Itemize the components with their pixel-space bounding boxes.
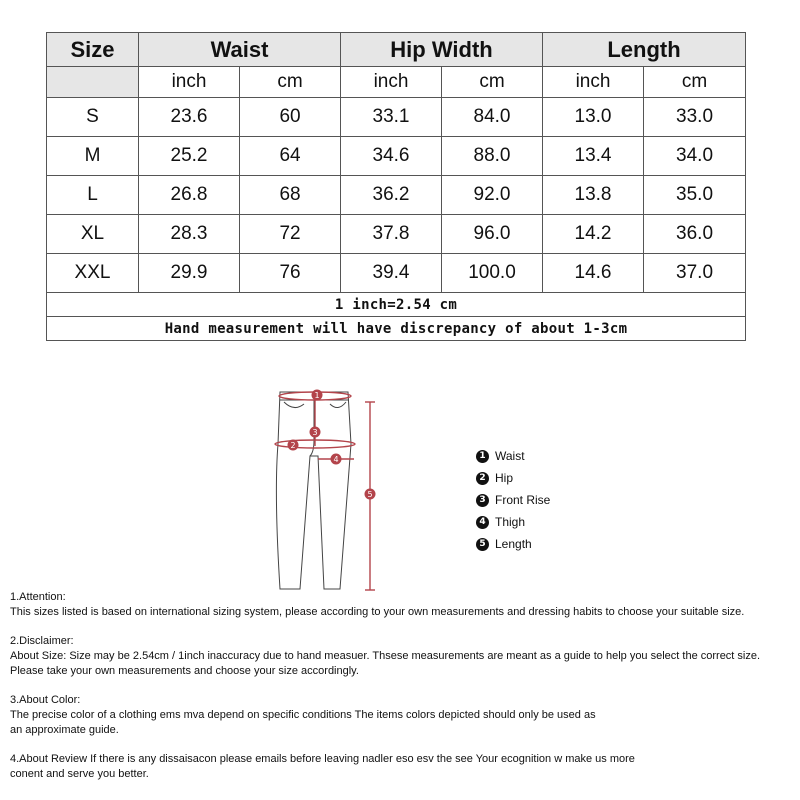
legend-item-hip bbox=[476, 467, 550, 489]
value-cell: 13.4 bbox=[543, 137, 644, 176]
size-cell: S bbox=[47, 98, 139, 137]
legend-number: 2 bbox=[476, 472, 489, 485]
value-cell: 37.8 bbox=[341, 215, 442, 254]
jeans-measurement-diagram bbox=[260, 384, 390, 596]
svg-text:5: 5 bbox=[367, 490, 373, 499]
jeans-outline bbox=[276, 392, 351, 589]
table-row bbox=[47, 254, 746, 293]
table-row bbox=[47, 98, 746, 137]
value-cell: 88.0 bbox=[442, 137, 543, 176]
legend-item-length bbox=[476, 533, 550, 555]
legend-label: Front Rise bbox=[495, 493, 551, 507]
header-length: Length bbox=[543, 33, 746, 67]
unit-cell: cm bbox=[644, 67, 746, 98]
marker-2 bbox=[288, 440, 299, 451]
size-cell: L bbox=[47, 176, 139, 215]
unit-cell: inch bbox=[543, 67, 644, 98]
header-waist: Waist bbox=[139, 33, 341, 67]
legend-item-waist bbox=[476, 445, 550, 467]
marker-3 bbox=[310, 427, 321, 438]
size-chart-table bbox=[46, 32, 746, 341]
value-cell: 35.0 bbox=[644, 176, 746, 215]
note-review bbox=[10, 752, 800, 782]
note-line: This sizes listed is based on international sizing system, please according to your own measurements and dressing habits to choose your suitable size. bbox=[10, 606, 745, 618]
note-title: 3.About Color: bbox=[10, 694, 81, 706]
svg-text:2: 2 bbox=[290, 441, 296, 450]
value-cell: 33.0 bbox=[644, 98, 746, 137]
unit-row bbox=[47, 67, 746, 98]
value-cell: 36.2 bbox=[341, 176, 442, 215]
value-cell: 33.1 bbox=[341, 98, 442, 137]
value-cell: 64 bbox=[240, 137, 341, 176]
legend-label: Waist bbox=[495, 449, 525, 463]
value-cell: 72 bbox=[240, 215, 341, 254]
marker-5 bbox=[365, 489, 376, 500]
value-cell: 29.9 bbox=[139, 254, 240, 293]
value-cell: 26.8 bbox=[139, 176, 240, 215]
marker-4 bbox=[331, 454, 342, 465]
table-row bbox=[47, 176, 746, 215]
discrepancy-note-row bbox=[47, 317, 746, 341]
value-cell: 25.2 bbox=[139, 137, 240, 176]
value-cell: 28.3 bbox=[139, 215, 240, 254]
value-cell: 23.6 bbox=[139, 98, 240, 137]
value-cell: 13.8 bbox=[543, 176, 644, 215]
note-title: 2.Disclaimer: bbox=[10, 635, 74, 647]
measure-lines bbox=[275, 392, 375, 590]
svg-text:4: 4 bbox=[333, 455, 339, 464]
table-row bbox=[47, 215, 746, 254]
unit-cell: cm bbox=[240, 67, 341, 98]
value-cell: 68 bbox=[240, 176, 341, 215]
discrepancy-note: Hand measurement will have discrepancy of about 1-3cm bbox=[47, 317, 746, 341]
value-cell: 100.0 bbox=[442, 254, 543, 293]
legend-item-thigh bbox=[476, 511, 550, 533]
value-cell: 60 bbox=[240, 98, 341, 137]
value-cell: 13.0 bbox=[543, 98, 644, 137]
note-title: 1.Attention: bbox=[10, 591, 66, 603]
value-cell: 14.6 bbox=[543, 254, 644, 293]
note-line: The precise color of a clothing ems mva depend on specific conditions The items colors depicted should only be used as bbox=[10, 709, 596, 721]
note-line: 4.About Review If there is any dissaisacon please emails before leaving nadler eso esv the see Your ecognition w make us more bbox=[10, 753, 635, 765]
note-attention bbox=[10, 590, 800, 620]
legend-item-front-rise bbox=[476, 489, 550, 511]
marker-1 bbox=[312, 390, 323, 401]
table-row bbox=[47, 137, 746, 176]
note-line: an approximate guide. bbox=[10, 724, 119, 736]
value-cell: 96.0 bbox=[442, 215, 543, 254]
table-header-row bbox=[47, 33, 746, 67]
unit-cell: inch bbox=[139, 67, 240, 98]
legend-number: 5 bbox=[476, 538, 489, 551]
measurement-legend bbox=[476, 445, 550, 555]
note-line: About Size: Size may be 2.54cm / 1inch inaccuracy due to hand measuer. Thsese measurements are meant as a guide to help you select the correct size. bbox=[10, 650, 761, 662]
value-cell: 36.0 bbox=[644, 215, 746, 254]
value-cell: 37.0 bbox=[644, 254, 746, 293]
legend-number: 4 bbox=[476, 516, 489, 529]
conversion-note: 1 inch=2.54 cm bbox=[47, 293, 746, 317]
legend-label: Hip bbox=[495, 471, 514, 485]
svg-text:3: 3 bbox=[312, 428, 318, 437]
size-cell: M bbox=[47, 137, 139, 176]
unit-blank-cell bbox=[47, 67, 139, 98]
notes-section bbox=[10, 590, 800, 796]
value-cell: 34.6 bbox=[341, 137, 442, 176]
note-disclaimer bbox=[10, 634, 800, 679]
size-cell: XL bbox=[47, 215, 139, 254]
legend-number: 1 bbox=[476, 450, 489, 463]
note-color bbox=[10, 693, 800, 738]
unit-cell: inch bbox=[341, 67, 442, 98]
value-cell: 14.2 bbox=[543, 215, 644, 254]
header-size: Size bbox=[47, 33, 139, 67]
legend-number: 3 bbox=[476, 494, 489, 507]
value-cell: 76 bbox=[240, 254, 341, 293]
value-cell: 34.0 bbox=[644, 137, 746, 176]
legend-label: Length bbox=[495, 537, 532, 551]
unit-cell: cm bbox=[442, 67, 543, 98]
value-cell: 39.4 bbox=[341, 254, 442, 293]
value-cell: 84.0 bbox=[442, 98, 543, 137]
header-hip-width: Hip Width bbox=[341, 33, 543, 67]
size-cell: XXL bbox=[47, 254, 139, 293]
note-line: Please take your own measurements and choose your size accordingly. bbox=[10, 665, 359, 677]
legend-label: Thigh bbox=[495, 515, 526, 529]
note-line: conent and serve you better. bbox=[10, 768, 149, 780]
value-cell: 92.0 bbox=[442, 176, 543, 215]
conversion-note-row bbox=[47, 293, 746, 317]
svg-text:1: 1 bbox=[314, 391, 320, 400]
